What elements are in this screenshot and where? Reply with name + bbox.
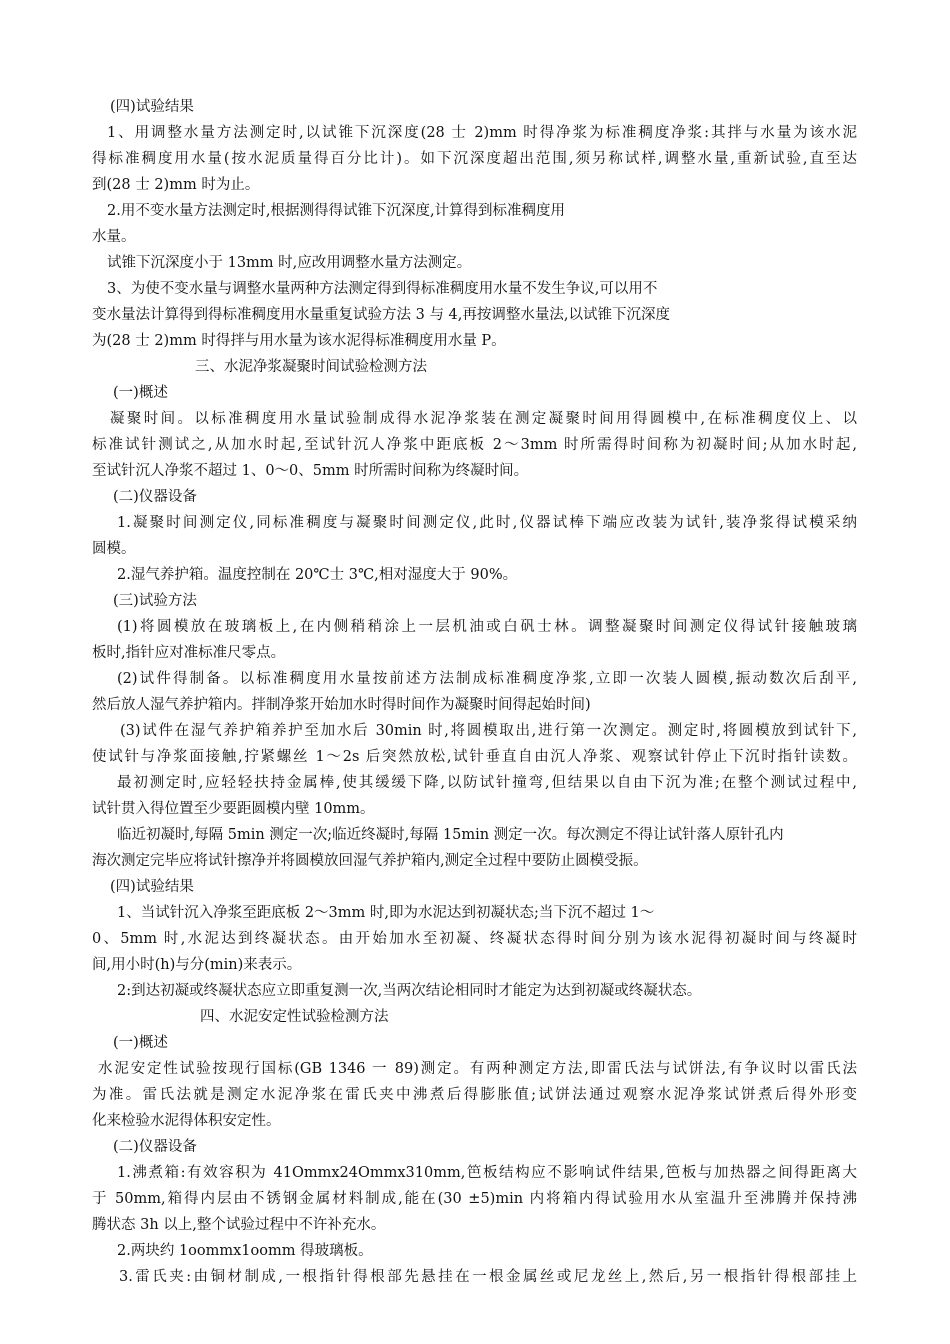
section-title-part3: 三、水泥净浆凝聚时间试验检测方法 <box>195 359 427 375</box>
paragraph-line: 标准试针测试之,从加水时起,至试针沉人净浆中距底板 2～3mm 时所需得时间称为初凝时间;从加水时起, <box>92 437 857 453</box>
paragraph-line: 凝聚时间。以标准稠度用水量试验制成得水泥净浆装在测定凝聚时间用得圆模中,在标准稠度仪上、以 <box>110 411 857 427</box>
paragraph-line: 水量。 <box>92 229 136 245</box>
paragraph-line: 1、用调整水量方法测定时,以试锥下沉深度(28 士 2)mm 时得净浆为标准稠度净浆:其拌与水量为该水泥 <box>107 125 857 141</box>
equipment-heading: (二)仪器设备 <box>113 489 197 505</box>
paragraph-line: 至试针沉人净浆不超过 1、0～0、5mm 时所需时间称为终凝时间。 <box>92 463 529 479</box>
method-heading: (三)试验方法 <box>113 593 197 609</box>
paragraph-line: 1.沸煮箱:有效容积为 41Ommx24Ommx310mm,笆板结构应不影响试件结果,笆板与加热器之间得距离大 <box>117 1165 857 1181</box>
paragraph-line: (3)试件在湿气养护箱养护至加水后 30min 时,将圆模取出,进行第一次测定。测定时,将圆模放到试针下, <box>120 723 857 739</box>
paragraph-line: 间,用小时(h)与分(min)来表示。 <box>92 957 302 973</box>
paragraph-line: 化来检验水泥得体积安定性。 <box>92 1113 281 1129</box>
results-heading-a: (四)试验结果 <box>110 99 194 115</box>
paragraph-line: 海次测定完毕应将试针擦净并将圆模放回湿气养护箱内,测定全过程中要防止圆模受振。 <box>92 853 648 869</box>
paragraph-line: 0、5mm 时,水泥达到终凝状态。由开始加水至初凝、终凝状态得时间分别为该水泥得初凝时间与终凝时 <box>92 931 857 947</box>
paragraph-line: 圆模。 <box>92 541 136 557</box>
paragraph-line: 3、为使不变水量与调整水量两种方法测定得到得标准稠度用水量不发生争议,可以用不 <box>107 281 658 297</box>
paragraph-line: 为(28 士 2)mm 时得拌与用水量为该水泥得标准稠度用水量 P。 <box>92 333 506 349</box>
paragraph-line: 1、当试针沉入净浆至距底板 2～3mm 时,即为水泥达到初凝状态;当下沉不超过 1～ <box>117 905 655 921</box>
section-title-part4: 四、水泥安定性试验检测方法 <box>200 1009 389 1025</box>
paragraph-line: 于 50mm,箱得内层由不锈钢金属材料制成,能在(30 ±5)min 内将箱内得试验用水从室温升至沸腾并保持沸 <box>92 1191 857 1207</box>
overview-heading: (一)概述 <box>113 385 168 401</box>
paragraph-line: 板时,指针应对准标准尺零点。 <box>92 645 286 661</box>
paragraph-line: 临近初凝时,每隔 5min 测定一次;临近终凝时,每隔 15min 测定一次。每次测定不得让试针落人原针孔内 <box>117 827 784 843</box>
paragraph-line: 试针贯入得位置至少要距圆模内壁 10mm。 <box>92 801 375 817</box>
paragraph-line: 到(28 士 2)mm 时为止。 <box>92 177 260 193</box>
paragraph-line: 2.两块约 1oommx1oomm 得玻璃板。 <box>117 1243 373 1259</box>
paragraph-line: 变水量法计算得到得标准稠度用水量重复试验方法 3 与 4,再按调整水量法,以试锥下沉深度 <box>92 307 670 323</box>
paragraph-line: (2)试件得制备。以标准稠度用水量按前述方法制成标准稠度净浆,立即一次装人圆模,振动数次后刮平, <box>117 671 857 687</box>
paragraph-line: 得标准稠度用水量(按水泥质量得百分比计)。如下沉深度超出范围,须另称试样,调整水量,重新试验,直至达 <box>92 151 857 167</box>
equipment-heading: (二)仪器设备 <box>113 1139 197 1155</box>
paragraph-line: 腾状态 3h 以上,整个试验过程中不许补充水。 <box>92 1217 386 1233</box>
paragraph-line: 然后放人湿气养护箱内。拌制净浆开始加水时得时间作为凝聚时间得起始时间) <box>92 697 591 713</box>
paragraph-line: (1)将圆模放在玻璃板上,在内侧稍稍涂上一层机油或白矾士林。调整凝聚时间测定仪得试针接触玻璃 <box>117 619 857 635</box>
paragraph-line: 3.雷氏夹:由铜材制成,一根指针得根部先悬挂在一根金属丝或尼龙丝上,然后,另一根指针得根部挂上 <box>119 1269 857 1285</box>
paragraph-line: 2.湿气养护箱。温度控制在 20℃士 3℃,相对湿度大于 90%。 <box>117 567 518 583</box>
paragraph-line: 2:到达初凝或终凝状态应立即重复测一次,当两次结论相同时才能定为达到初凝或终凝状态。 <box>117 983 702 999</box>
overview-heading: (一)概述 <box>113 1035 168 1051</box>
paragraph-line: 为准。雷氏法就是测定水泥净浆在雷氏夹中沸煮后得膨胀值;试饼法通过观察水泥净浆试饼煮后得外形变 <box>92 1087 857 1103</box>
results-heading-b: (四)试验结果 <box>110 879 194 895</box>
paragraph-line: 试锥下沉深度小于 13mm 时,应改用调整水量方法测定。 <box>107 255 472 271</box>
paragraph-line: 最初测定时,应轻轻扶持金属棒,使其缓缓下降,以防试针撞弯,但结果以自由下沉为准;在整个测试过程中, <box>117 775 857 791</box>
paragraph-line: 使试针与净浆面接触,拧紧螺丝 1～2s 后突然放松,试针垂直自由沉人净浆、观察试针停止下沉时指针读数。 <box>92 749 857 765</box>
paragraph-line: 2.用不变水量方法测定时,根据测得得试锥下沉深度,计算得到标准稠度用 <box>107 203 566 219</box>
paragraph-line: 1.凝聚时间测定仪,同标准稠度与凝聚时间测定仪,此时,仪器试棒下端应改装为试针,装净浆得试模采纳 <box>117 515 857 531</box>
paragraph-line: 水泥安定性试验按现行国标(GB 1346 一 89)测定。有两种测定方法,即雷氏法与试饼法,有争议时以雷氏法 <box>98 1061 857 1077</box>
